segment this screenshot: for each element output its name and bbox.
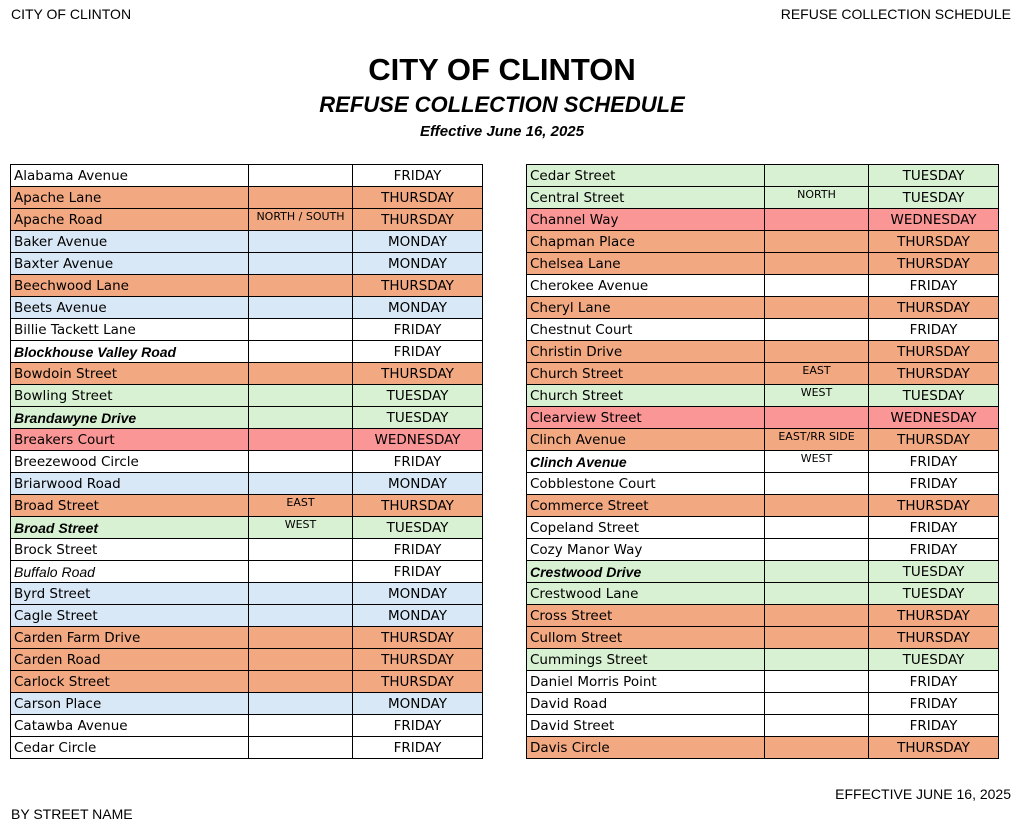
collection-day: FRIDAY (869, 319, 999, 341)
table-row (527, 407, 999, 429)
table-row (527, 583, 999, 605)
street-section (249, 341, 353, 363)
collection-day: THURSDAY (869, 253, 999, 275)
street-name: Baker Avenue (11, 231, 249, 253)
table-row (527, 649, 999, 671)
street-name: Apache Lane (11, 187, 249, 209)
collection-day: THURSDAY (869, 297, 999, 319)
collection-day: FRIDAY (353, 737, 483, 759)
collection-day: FRIDAY (353, 539, 483, 561)
street-section (765, 231, 869, 253)
effective-date: Effective June 16, 2025 (420, 123, 584, 140)
street-section (765, 517, 869, 539)
table-row (527, 693, 999, 715)
collection-day: TUESDAY (353, 517, 483, 539)
street-name: Cullom Street (527, 627, 765, 649)
street-name: Billie Tackett Lane (11, 319, 249, 341)
street-section (249, 253, 353, 275)
table-row (11, 231, 483, 253)
street-name: Blockhouse Valley Road (11, 341, 249, 363)
street-name: Alabama Avenue (11, 165, 249, 187)
collection-day: FRIDAY (869, 715, 999, 737)
street-section (249, 429, 353, 451)
table-row (527, 165, 999, 187)
table-row (527, 627, 999, 649)
table-row (527, 671, 999, 693)
street-name: Cummings Street (527, 649, 765, 671)
collection-day: FRIDAY (869, 451, 999, 473)
street-section: NORTH (765, 187, 869, 209)
collection-day: THURSDAY (869, 429, 999, 451)
street-name: Cedar Circle (11, 737, 249, 759)
street-name: Cobblestone Court (527, 473, 765, 495)
street-section (765, 737, 869, 759)
street-section (249, 407, 353, 429)
street-section (249, 693, 353, 715)
street-section (249, 473, 353, 495)
table-row (527, 495, 999, 517)
street-name: Carlock Street (11, 671, 249, 693)
collection-day: TUESDAY (353, 385, 483, 407)
street-section (765, 715, 869, 737)
street-section (249, 275, 353, 297)
table-row (527, 539, 999, 561)
table-row (527, 561, 999, 583)
street-section: EAST (249, 495, 353, 517)
collection-day: FRIDAY (353, 451, 483, 473)
table-row (11, 473, 483, 495)
table-row (11, 561, 483, 583)
street-name: Breakers Court (11, 429, 249, 451)
street-section: EAST (765, 363, 869, 385)
table-row (11, 407, 483, 429)
street-section (249, 671, 353, 693)
street-section: WEST (249, 517, 353, 539)
street-name: Carden Road (11, 649, 249, 671)
table-row (527, 605, 999, 627)
street-name: Beets Avenue (11, 297, 249, 319)
collection-day: FRIDAY (869, 671, 999, 693)
street-section (249, 627, 353, 649)
street-name: Cedar Street (527, 165, 765, 187)
collection-day: FRIDAY (869, 693, 999, 715)
table-row (527, 319, 999, 341)
street-section: NORTH / SOUTH (249, 209, 353, 231)
street-name: Clearview Street (527, 407, 765, 429)
table-row (11, 649, 483, 671)
collection-day: THURSDAY (353, 187, 483, 209)
table-row (527, 297, 999, 319)
collection-day: FRIDAY (353, 341, 483, 363)
collection-day: THURSDAY (353, 209, 483, 231)
street-name: Chapman Place (527, 231, 765, 253)
street-name: Brock Street (11, 539, 249, 561)
street-name: Church Street (527, 363, 765, 385)
street-name: Apache Road (11, 209, 249, 231)
street-section (249, 737, 353, 759)
street-section (765, 297, 869, 319)
street-section (249, 363, 353, 385)
collection-day: FRIDAY (869, 517, 999, 539)
street-section (765, 165, 869, 187)
table-row (11, 165, 483, 187)
collection-day: TUESDAY (869, 561, 999, 583)
street-section (765, 627, 869, 649)
table-row (11, 341, 483, 363)
street-name: Broad Street (11, 495, 249, 517)
street-section (249, 385, 353, 407)
street-name: Central Street (527, 187, 765, 209)
street-section: WEST (765, 385, 869, 407)
street-section (765, 319, 869, 341)
collection-day: FRIDAY (353, 561, 483, 583)
collection-day: TUESDAY (869, 187, 999, 209)
street-section (765, 649, 869, 671)
table-row (11, 209, 483, 231)
table-row (11, 275, 483, 297)
table-row (11, 429, 483, 451)
table-row (11, 187, 483, 209)
street-name: Commerce Street (527, 495, 765, 517)
table-row (11, 583, 483, 605)
collection-day: THURSDAY (869, 605, 999, 627)
street-section (249, 649, 353, 671)
table-row (11, 385, 483, 407)
collection-day: THURSDAY (353, 671, 483, 693)
street-section (765, 605, 869, 627)
street-name: Cagle Street (11, 605, 249, 627)
collection-day: TUESDAY (869, 583, 999, 605)
collection-day: MONDAY (353, 583, 483, 605)
street-section (765, 209, 869, 231)
street-name: Cherokee Avenue (527, 275, 765, 297)
table-row (11, 517, 483, 539)
street-section (249, 539, 353, 561)
street-name: Carson Place (11, 693, 249, 715)
header-left: CITY OF CLINTON (11, 6, 132, 22)
table-row (11, 539, 483, 561)
street-section: WEST (765, 451, 869, 473)
collection-day: FRIDAY (353, 165, 483, 187)
collection-day: THURSDAY (353, 627, 483, 649)
collection-day: FRIDAY (353, 319, 483, 341)
street-name: Crestwood Drive (527, 561, 765, 583)
street-section (765, 539, 869, 561)
street-section (765, 495, 869, 517)
collection-day: MONDAY (353, 605, 483, 627)
collection-day: THURSDAY (869, 627, 999, 649)
table-row (527, 429, 999, 451)
street-name: Clinch Avenue (527, 451, 765, 473)
table-row (11, 319, 483, 341)
street-section (249, 561, 353, 583)
collection-day: MONDAY (353, 693, 483, 715)
table-row (11, 693, 483, 715)
collection-day: WEDNESDAY (869, 407, 999, 429)
street-section (765, 583, 869, 605)
table-row (11, 671, 483, 693)
table-row (527, 715, 999, 737)
street-section (765, 671, 869, 693)
collection-day: THURSDAY (869, 737, 999, 759)
footer-left: BY STREET NAME (11, 806, 133, 822)
street-name: Beechwood Lane (11, 275, 249, 297)
table-row (527, 473, 999, 495)
street-name: Carden Farm Drive (11, 627, 249, 649)
table-row (11, 737, 483, 759)
collection-day: FRIDAY (869, 539, 999, 561)
page-subtitle: REFUSE COLLECTION SCHEDULE (319, 92, 685, 117)
street-name: Briarwood Road (11, 473, 249, 495)
collection-day: THURSDAY (869, 231, 999, 253)
street-name: Bowdoin Street (11, 363, 249, 385)
street-name: Davis Circle (527, 737, 765, 759)
schedule-table-left (10, 164, 483, 759)
collection-day: THURSDAY (353, 495, 483, 517)
street-name: Crestwood Lane (527, 583, 765, 605)
collection-day: THURSDAY (353, 275, 483, 297)
street-section (249, 165, 353, 187)
collection-day: TUESDAY (353, 407, 483, 429)
street-name: Byrd Street (11, 583, 249, 605)
street-name: Church Street (527, 385, 765, 407)
street-name: David Road (527, 693, 765, 715)
collection-day: THURSDAY (869, 341, 999, 363)
collection-day: MONDAY (353, 473, 483, 495)
street-section (249, 187, 353, 209)
table-row (527, 253, 999, 275)
street-section (249, 297, 353, 319)
table-row (11, 363, 483, 385)
street-name: Breezewood Circle (11, 451, 249, 473)
table-row (527, 275, 999, 297)
table-row (11, 715, 483, 737)
street-section (249, 583, 353, 605)
street-name: Cozy Manor Way (527, 539, 765, 561)
street-section (765, 693, 869, 715)
street-section (765, 275, 869, 297)
street-name: Brandawyne Drive (11, 407, 249, 429)
street-section (765, 253, 869, 275)
street-section: EAST/RR SIDE (765, 429, 869, 451)
street-section (765, 407, 869, 429)
street-name: Catawba Avenue (11, 715, 249, 737)
header-right: REFUSE COLLECTION SCHEDULE (780, 6, 1011, 22)
table-row (11, 451, 483, 473)
table-row (11, 495, 483, 517)
street-name: Cheryl Lane (527, 297, 765, 319)
collection-day: FRIDAY (869, 473, 999, 495)
table-row (527, 231, 999, 253)
collection-day: FRIDAY (353, 715, 483, 737)
street-name: Chestnut Court (527, 319, 765, 341)
street-name: David Street (527, 715, 765, 737)
table-row (527, 363, 999, 385)
collection-day: WEDNESDAY (353, 429, 483, 451)
table-row (527, 517, 999, 539)
street-name: Baxter Avenue (11, 253, 249, 275)
page-title: CITY OF CLINTON (368, 52, 636, 87)
collection-day: TUESDAY (869, 385, 999, 407)
street-section (249, 451, 353, 473)
footer-right: EFFECTIVE JUNE 16, 2025 (835, 786, 1011, 802)
street-name: Copeland Street (527, 517, 765, 539)
street-section (765, 473, 869, 495)
street-section (249, 319, 353, 341)
street-section (249, 715, 353, 737)
table-row (11, 605, 483, 627)
table-row (527, 187, 999, 209)
table-row (527, 737, 999, 759)
collection-day: TUESDAY (869, 165, 999, 187)
table-row (11, 253, 483, 275)
street-name: Clinch Avenue (527, 429, 765, 451)
street-section (765, 341, 869, 363)
street-name: Daniel Morris Point (527, 671, 765, 693)
collection-day: TUESDAY (869, 649, 999, 671)
table-row (527, 451, 999, 473)
collection-day: MONDAY (353, 231, 483, 253)
collection-day: THURSDAY (353, 649, 483, 671)
street-name: Channel Way (527, 209, 765, 231)
schedule-table-right (526, 164, 999, 759)
street-name: Buffalo Road (11, 561, 249, 583)
street-name: Cross Street (527, 605, 765, 627)
collection-day: MONDAY (353, 297, 483, 319)
collection-day: WEDNESDAY (869, 209, 999, 231)
table-row (527, 209, 999, 231)
street-section (249, 231, 353, 253)
collection-day: THURSDAY (869, 495, 999, 517)
table-row (527, 385, 999, 407)
street-name: Broad Street (11, 517, 249, 539)
street-name: Christin Drive (527, 341, 765, 363)
collection-day: FRIDAY (869, 275, 999, 297)
table-row (527, 341, 999, 363)
street-section (765, 561, 869, 583)
street-name: Bowling Street (11, 385, 249, 407)
street-section (249, 605, 353, 627)
table-row (11, 297, 483, 319)
street-name: Chelsea Lane (527, 253, 765, 275)
collection-day: THURSDAY (869, 363, 999, 385)
table-row (11, 627, 483, 649)
collection-day: MONDAY (353, 253, 483, 275)
collection-day: THURSDAY (353, 363, 483, 385)
